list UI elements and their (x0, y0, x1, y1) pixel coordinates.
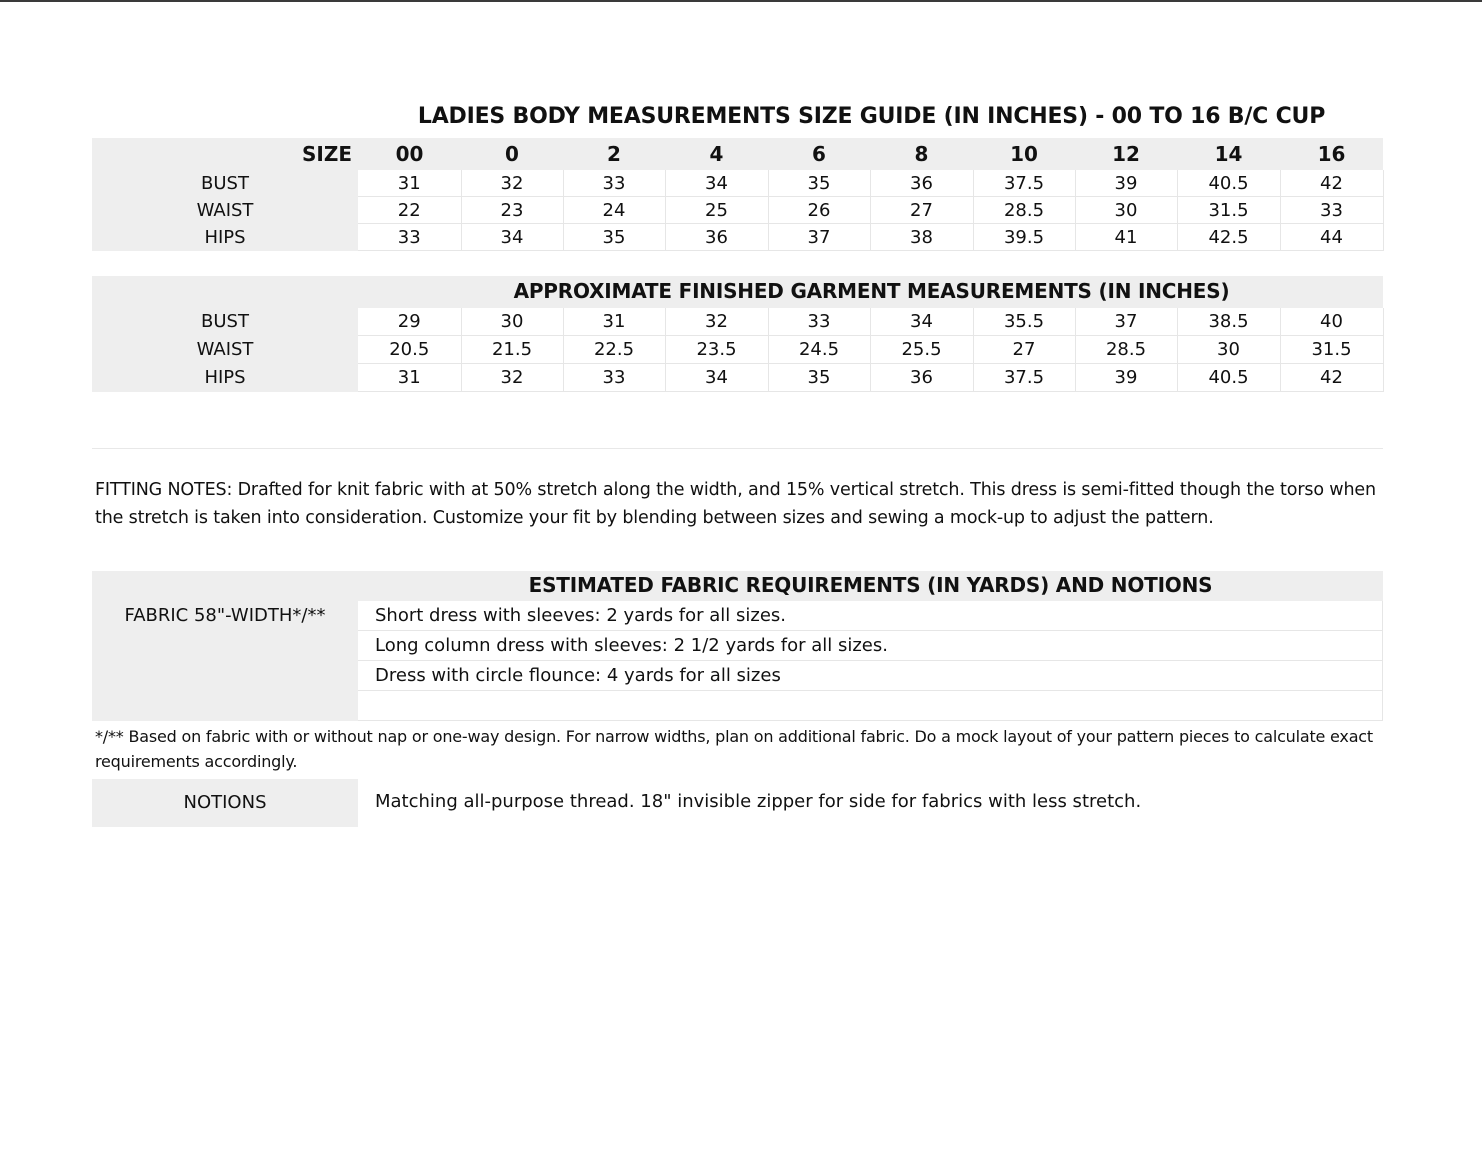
measurement-cell: 29 (358, 308, 461, 336)
row-label: WAIST (92, 336, 358, 364)
measurement-cell: 31 (563, 308, 665, 336)
measurement-cell: 25 (665, 197, 768, 224)
measurement-cell: 34 (870, 308, 973, 336)
measurement-cell: 36 (870, 364, 973, 392)
notions-label: NOTIONS (183, 792, 267, 813)
measurement-cell: 40 (1280, 308, 1383, 336)
row-label: WAIST (92, 197, 358, 224)
measurement-cell: 35 (768, 364, 870, 392)
measurement-cell: 42.5 (1177, 224, 1280, 251)
fitting-notes: FITTING NOTES: Drafted for knit fabric with at 50% stretch along the width, and 15% vertical stretch. This dress is semi-fitted though the torso when the stretch is taken into consideration. Customize your fit by blending between sizes and sewing a mock-up to adjust the pattern. (95, 480, 1376, 528)
size-header-cell: 0 (461, 138, 563, 170)
measurement-cell: 33 (358, 224, 461, 251)
measurement-cell: 24.5 (768, 336, 870, 364)
measurement-cell: 31.5 (1177, 197, 1280, 224)
measurement-cell: 34 (665, 170, 768, 197)
row-label: HIPS (92, 364, 358, 392)
garment-row-bust (92, 308, 1383, 336)
measurement-cell: 34 (461, 224, 563, 251)
body-row-bust (92, 170, 1383, 197)
measurement-cell: 40.5 (1177, 170, 1280, 197)
measurement-cell: 33 (563, 364, 665, 392)
fabric-line: Long column dress with sleeves: 2 1/2 yards for all sizes. (358, 631, 1383, 661)
row-label: HIPS (92, 224, 358, 251)
measurement-cell: 38.5 (1177, 308, 1280, 336)
measurement-cell: 42 (1280, 170, 1383, 197)
measurement-cell: 37.5 (973, 364, 1075, 392)
measurement-cell: 30 (1075, 197, 1177, 224)
garment-measurements-table (92, 308, 1384, 392)
measurement-cell: 31.5 (1280, 336, 1383, 364)
body-row-hips (92, 224, 1383, 251)
size-header-row (92, 138, 1383, 170)
measurement-cell: 28.5 (1075, 336, 1177, 364)
measurement-cell: 35 (563, 224, 665, 251)
measurement-cell: 39 (1075, 364, 1177, 392)
size-header-cell: 6 (768, 138, 870, 170)
measurement-cell: 35.5 (973, 308, 1075, 336)
measurement-cell: 37.5 (973, 170, 1075, 197)
measurement-cell: 21.5 (461, 336, 563, 364)
measurement-cell: 36 (665, 224, 768, 251)
measurement-cell: 25.5 (870, 336, 973, 364)
size-header-cell: 2 (563, 138, 665, 170)
measurement-cell: 20.5 (358, 336, 461, 364)
measurement-cell: 32 (461, 364, 563, 392)
measurement-cell: 31 (358, 170, 461, 197)
garment-row-hips (92, 364, 1383, 392)
measurement-cell: 37 (768, 224, 870, 251)
measurement-cell: 42 (1280, 364, 1383, 392)
measurement-cell: 36 (870, 170, 973, 197)
top-border-rule (0, 0, 1482, 2)
measurement-cell: 38 (870, 224, 973, 251)
measurement-cell: 39.5 (973, 224, 1075, 251)
measurement-cell: 37 (1075, 308, 1177, 336)
body-measurements-title: LADIES BODY MEASUREMENTS SIZE GUIDE (IN INCHES) - 00 TO 16 B/C CUP (417, 104, 1326, 129)
section-divider (92, 448, 1383, 449)
size-header-cell: 12 (1075, 138, 1177, 170)
measurement-cell: 41 (1075, 224, 1177, 251)
measurement-cell: 34 (665, 364, 768, 392)
size-header-cell: 14 (1177, 138, 1280, 170)
measurement-cell: 30 (461, 308, 563, 336)
size-header-cell: 8 (870, 138, 973, 170)
size-header-cell: 10 (973, 138, 1075, 170)
fabric-footnote: */** Based on fabric with or without nap or one-way design. For narrow widths, plan on additional fabric. Do a mock layout of your pattern pieces to calculate exact requirements accordingly. (95, 727, 1373, 771)
measurement-cell: 24 (563, 197, 665, 224)
measurement-cell: 40.5 (1177, 364, 1280, 392)
measurement-cell: 30 (1177, 336, 1280, 364)
fabric-line (358, 691, 1383, 721)
fabric-line: Dress with circle flounce: 4 yards for all sizes (358, 661, 1383, 691)
size-header-cell: 00 (358, 138, 461, 170)
measurement-cell: 35 (768, 170, 870, 197)
body-measurements-table (92, 138, 1384, 251)
measurement-cell: 32 (665, 308, 768, 336)
measurement-cell: 44 (1280, 224, 1383, 251)
body-row-waist (92, 197, 1383, 224)
measurement-cell: 27 (870, 197, 973, 224)
measurement-cell: 23.5 (665, 336, 768, 364)
measurement-cell: 23 (461, 197, 563, 224)
measurement-cell: 33 (768, 308, 870, 336)
row-label: BUST (92, 308, 358, 336)
size-header-cell: 16 (1280, 138, 1383, 170)
measurement-cell: 28.5 (973, 197, 1075, 224)
measurement-cell: 33 (563, 170, 665, 197)
fabric-requirements-title: ESTIMATED FABRIC REQUIREMENTS (IN YARDS) AND NOTIONS (528, 573, 1213, 597)
garment-row-waist (92, 336, 1383, 364)
measurement-cell: 27 (973, 336, 1075, 364)
measurement-cell: 22.5 (563, 336, 665, 364)
measurement-cell: 39 (1075, 170, 1177, 197)
fabric-width-label: FABRIC 58"-WIDTH*/** (124, 605, 326, 626)
measurement-cell: 31 (358, 364, 461, 392)
fabric-line: Short dress with sleeves: 2 yards for all sizes. (358, 601, 1383, 631)
garment-measurements-title: APPROXIMATE FINISHED GARMENT MEASUREMENTS (IN INCHES) (513, 279, 1230, 303)
measurement-cell: 22 (358, 197, 461, 224)
notions-text: Matching all-purpose thread. 18" invisible zipper for side for fabrics with less stretch. (375, 791, 1142, 812)
size-header-cell: 4 (665, 138, 768, 170)
measurement-cell: 32 (461, 170, 563, 197)
size-label: SIZE (92, 138, 358, 170)
measurement-cell: 26 (768, 197, 870, 224)
row-label: BUST (92, 170, 358, 197)
measurement-cell: 33 (1280, 197, 1383, 224)
fabric-label-block (92, 571, 358, 721)
